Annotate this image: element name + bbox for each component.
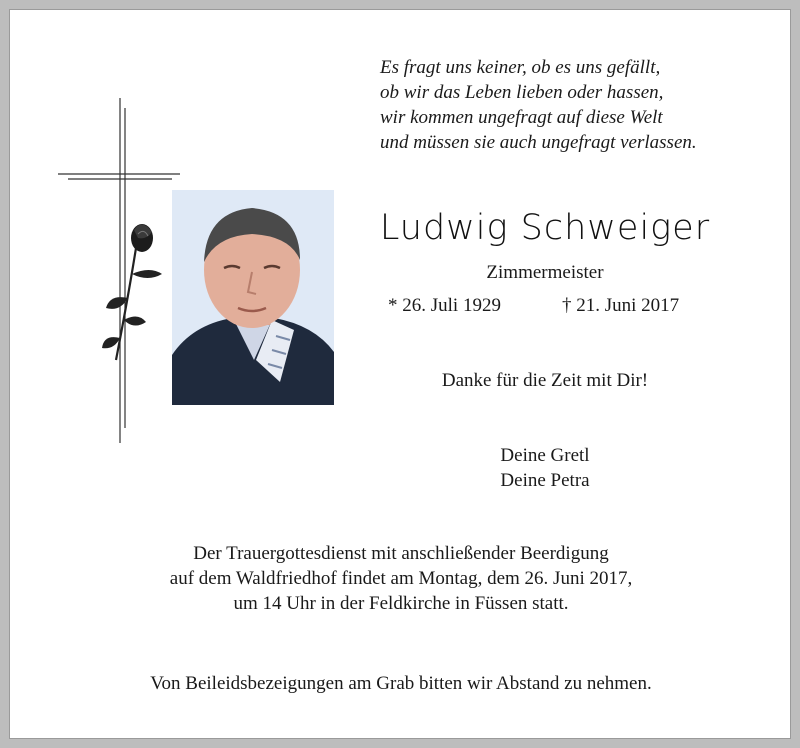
inner-frame — [9, 9, 791, 739]
cross-icon — [58, 98, 188, 443]
deceased-profession: Zimmermeister — [486, 262, 604, 283]
poem-line: ob wir das Leben lieben oder hassen, — [380, 82, 664, 103]
mourner-name: Deine Gretl — [500, 445, 590, 466]
poem-line: und müssen sie auch ungefragt verlassen. — [380, 132, 697, 153]
service-line: um 14 Uhr in der Feldkirche in Füssen statt. — [233, 593, 569, 614]
poem-line: wir kommen ungefragt auf diese Welt — [380, 107, 663, 128]
service-line: Der Trauergottesdienst mit anschließender Beerdigung — [193, 543, 609, 564]
condolence-note: Von Beileidsbezeigungen am Grab bitten wir Abstand zu nehmen. — [150, 673, 652, 694]
service-announcement — [10, 541, 792, 616]
mourners — [310, 443, 780, 493]
thanks-message: Danke für die Zeit mit Dir! — [441, 370, 649, 391]
poem — [380, 55, 697, 155]
deceased-name: Ludwig Schweiger — [379, 208, 711, 248]
death-date: † 21. Juni 2017 — [562, 295, 680, 316]
poem-line: Es fragt uns keiner, ob es uns gefällt, — [380, 57, 661, 78]
rose-icon — [102, 224, 162, 360]
birth-date: * 26. Juli 1929 — [388, 295, 501, 316]
mourner-name: Deine Petra — [500, 470, 590, 491]
service-line: auf dem Waldfriedhof findet am Montag, dem 26. Juni 2017, — [169, 568, 633, 589]
